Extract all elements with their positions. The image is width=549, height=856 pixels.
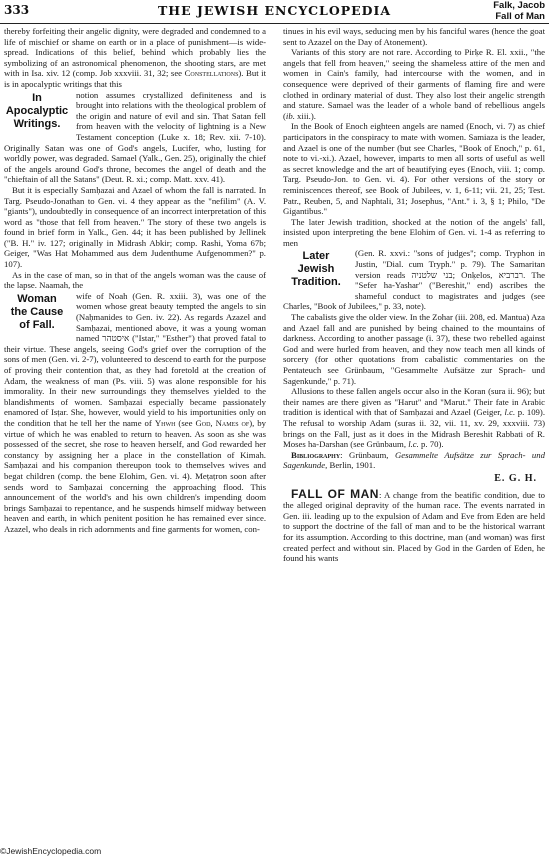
paragraph: thereby forfeiting their angelic dignity, were degraded and condemned to a life of mischief or shame on earth or in a place of punishment—is wide-spread. Indications of this belief, behind which probably lies the symbolizing of an astronomical phenomenon, the shooting stars, are met with in Isa. xiv. 12 (comp. Job xxxviii. 31, 32; see Constellations). But it is in apocalyptic writings that this xyxy=(4,26,266,89)
running-head-line1: Falk, Jacob xyxy=(493,0,545,11)
running-head xyxy=(493,0,545,22)
site-credit: ©JewishEncyclopedia.com xyxy=(0,846,102,856)
cross-reference-link[interactable]: Yhwh xyxy=(154,417,176,428)
paragraph: The later Jewish tradition, shocked at the notion of the angels' fall, insisted upon interpreting the bene Elohim of Gen. vi. 1-4 as referring to men xyxy=(283,216,545,248)
paragraph: FALL OF MAN: A change from the beatific condition, due to the alleged original depravity of the human race. The events narrated in Gen. iii. leading up to the expulsion of Adam and Eve from Eden are held to support the doctrine of the fall of man and to be the historical warrant for its assumption. According to this doctrine, man (and woman) was first created perfect and without sin. Placed by God in the Garden of Eden, he found his wants xyxy=(283,486,546,564)
paragraph: The cabalists give the older view. In the Zohar (iii. 208, ed. Mantua) Aza and Azael fall and are punished by being chained to the mountains of darkness. According to another passage (i. 37), these two rebelled against God and were hurled from heaven, and they now teach men all kinds of sorcery (for other quotations from cabalistic commentaries on the Pentateuch see Grünbaum, "Gesammelte Aufsätze zur Sprach- und Sagenkunde," p. 71). xyxy=(283,312,545,386)
page-header xyxy=(0,0,549,24)
journal-title: THE JEWISH ENCYCLOPEDIA xyxy=(157,3,392,18)
cross-reference-link[interactable]: God, Names of xyxy=(195,417,250,428)
right-column xyxy=(283,26,545,564)
paragraph: Allusions to these fallen angels occur also in the Koran (sura ii. 96); but their names are there given as "Harut" and "Marut." Their fate in Arabic tradition is identical with that of Samḥazai and Azael (Geiger, l.c. p. 109). The refusal to worship Adam (suras ii. 32, vii. 11, xv. 29, xxxviii. 73) brings on the Fall, just as it does in the Midrash Bereshit Rabbati of R. Moses ha-Darshan (see Grünbaum, l.c. p. 70). xyxy=(283,386,545,450)
bibliography: Bibliography: Grünbaum, Gesammelte Aufsätze zur Sprach- und Sagenkunde, Berlin, 1901. xyxy=(283,449,545,471)
article-heading: FALL OF MAN xyxy=(291,486,379,501)
paragraph: Variants of this story are not rare. According to Pirḳe R. El. xxii., "the angels that fell from heaven," seeing the shameless attire of the men and women in Cain's family, had intercourse with the women, and in consequence were deprived of their garments of flaming fire and were clothed in ordinary material of dust. They also lost their angelic strength and stature. Samael was the leader of a whole band of rebellious angels (ib. xiii.). xyxy=(283,47,545,121)
paragraph: tinues in his evil ways, seducing men by his fanciful wares (hence the goat sent to Azazel on the Day of Atonement). xyxy=(283,26,545,47)
paragraph: As in the case of man, so in that of the angels woman was the cause of the lapse. Naamah, the xyxy=(4,269,266,291)
left-column xyxy=(4,26,266,535)
paragraph: But it is especially Samḥazai and Azael of whom the fall is narrated. In Targ. Pseudo-Jonathan to Gen. vi. 4 they appear as the "nefilim" (A. V. "giants"), undoubtedly in consequence of an incorrect interpretation of this word as "those that fell from heaven." The story of these two angels is found in brief form in Yalk., Gen. 44; it has been published by Jellinek ("B. H." iv. 127; originally in Midrash Abkir; comp. Rashi, Yoma 67b; Geiger, "Was Hat Mohammed aus dem Judenthume Aufgenommen?" p. 107). xyxy=(4,184,266,270)
side-heading-later-tradition: Later Jewish Tradition. xyxy=(291,250,341,289)
page-number: 333 xyxy=(4,3,30,17)
paragraph: (Gen. R. xxvi.: "sons of judges"; comp. Tryphon in Justin, "Dial. cum Tryph." p. 79). The Samaritan version reads בני שלטניה; Onḳelos, רברביא. The "Sefer ha-Yashar" ("Bereshit," end) ascribes the shameful conduct to magistrates and judges (see Charles, "Book of Jubilees," p. 33, note). xyxy=(283,248,545,312)
cross-reference-link[interactable]: Constellations xyxy=(184,68,239,79)
paragraph: notion assumes crystallized definiteness and is brought into relations with the theological problem of the origin and nature of evil and sin. That Satan fell from heaven with the velocity of lightning is a New Testament conception (Luke x. 18; Rev. xii. 7-10). Originally Satan was one of God's angels, Lucifer, who, lusting for worldly power, was degraded. Samael (Yalk., Gen. 25), originally the chief of the angels around God's throne, becomes the angel of death and the "chieftain of all the Satans" (Deut. R. xi.; comp. Matt. xxv. 41). xyxy=(4,89,266,185)
paragraph: In the Book of Enoch eighteen angels are named (Enoch, vi. 7) as chief participators in the conspiracy to mate with women. Samiaza is the leader, and Azael is one of the number (but see Charles, "Book of Enoch," p. 61, note to vi.-xi.). Azael, however, imparts to men all sorts of useful as well as secret knowledge and the art of beautifying eyes (Enoch, viii. 1; comp. Targ. Pseudo-Jon. to Gen. vi. 4). For other versions of the story or reminiscences thereof, see Book of Jubilees, v. 1, 6-11; vii. 21, 25; Test. Patr., Reuben, 5, and Naphtali, 31; Josephus, "Ant." i. 3, § 1; Philo, "De Gigantibus." xyxy=(283,121,545,217)
author-byline: E. G. H. xyxy=(494,472,537,484)
running-head-line2: Fall of Man xyxy=(495,11,545,22)
paragraph: wife of Noah (Gen. R. xxiii. 3), was one of the women whose great beauty tempted the angels to sin (Naḥmanides to Gen. iv. 22). As regards Azazel and Samḥazai, mentioned above, it was a young woman named איסטהר ("Istar," "Esther") that proved fatal to their virtue. These angels, seeing God's grief over the corruption of the sons of men (Gen. vi. 2-7), volunteered to descend to earth for the purpose of proving their contention that, as they had foretold at the creation of Adam, the weakness of man (Ps. viii. 5) was alone responsible for his immorality. In their new surroundings they themselves yielded to the blandishments of women. Samḥazai especially became passionately enamored of Isṭar. She, however, would yield to his importunities only on the condition that he tell her the name of Yhwh (see God, Names of), by virtue of which he was enabled to return to heaven. As soon as she was possessed of the secret, she rose to heaven herself, and God rewarded her constancy by assigning her a place in the constellation of Kimah. Samḥazai and his companion thereupon took to themselves wives and begat children (comp. the bene Elohim, Gen. vi. 4). Meṭaṭron soon after sends word to Samḥazai concerning the approaching flood. This announcement of the world's and his own children's impending doom brings Samḥazai to repentance, and he suspends himself midway between heaven and earth, in which penitent position he has remained ever since. Azazel, who deals in rich adornments and fine garments for women, con- xyxy=(4,290,267,534)
side-heading-apocalyptic: In Apocalyptic Writings. xyxy=(5,91,69,130)
side-heading-woman: Woman the Cause of Fall. xyxy=(10,292,64,331)
